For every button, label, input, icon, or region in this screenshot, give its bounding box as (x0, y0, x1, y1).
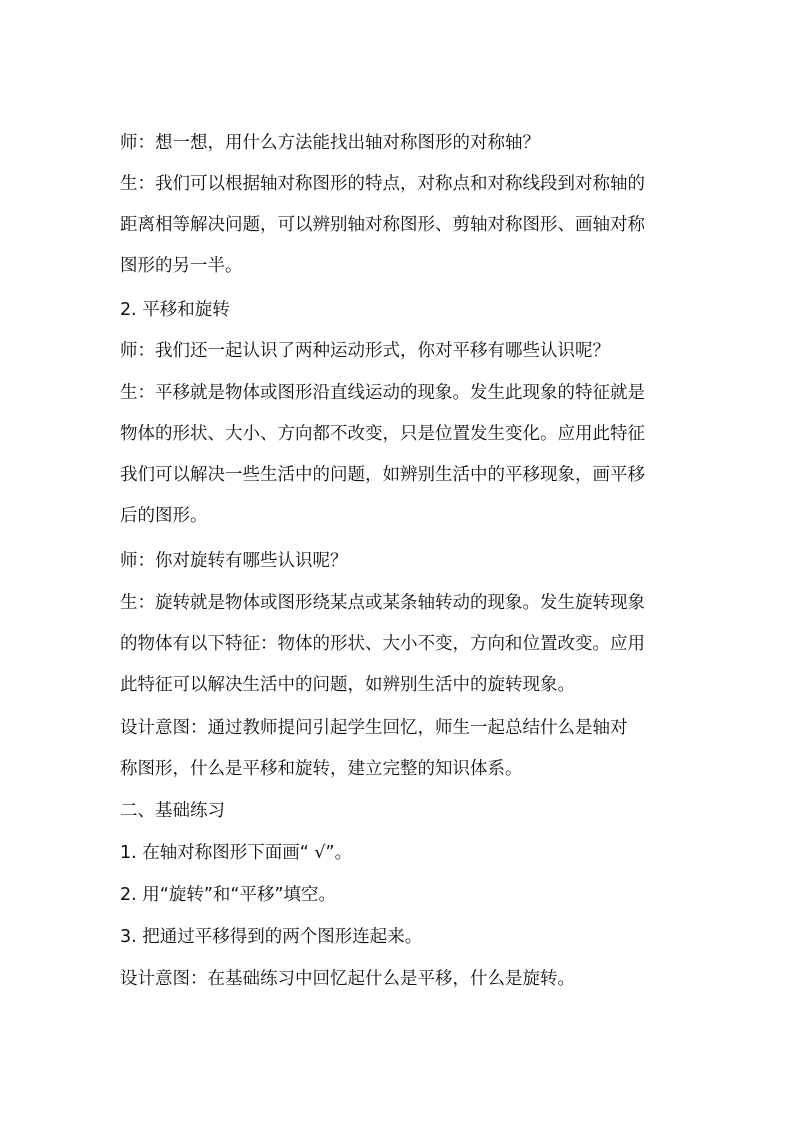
paragraph-design-intent-1 (120, 708, 680, 790)
text-line: 2. 平移和旋转 (120, 300, 230, 320)
text-line: 生：我们可以根据轴对称图形的特点，对称点和对称线段到对称轴的 (120, 174, 645, 194)
text-line: 3. 把通过平移得到的两个图形连起来。 (120, 927, 423, 947)
text-line: 1. 在轴对称图形下面画“ √”。 (120, 843, 353, 863)
text-line: 设计意图：通过教师提问引起学生回忆，师生一起总结什么是轴对 (120, 718, 628, 738)
practice-item-1 (120, 833, 680, 874)
paragraph-teacher-question-translation (120, 331, 680, 372)
section-heading-translation-rotation (120, 290, 680, 331)
text-line: 的物体有以下特征：物体的形状、大小不变，方向和位置改变。应用 (120, 634, 645, 654)
paragraph-design-intent-2 (120, 959, 680, 1000)
text-line: 生：旋转就是物体或图形绕某点或某条轴转动的现象。发生旋转现象 (120, 593, 645, 613)
section-heading-basic-practice (120, 791, 680, 832)
text-line: 物体的形状、大小、方向都不改变，只是位置发生变化。应用此特征 (120, 424, 645, 444)
text-line: 师：我们还一起认识了两种运动形式，你对平移有哪些认识呢？ (120, 341, 610, 361)
text-line: 此特征可以解决生活中的问题，如辨别生活中的旋转现象。 (120, 675, 575, 695)
text-line: 我们可以解决一些生活中的问题，如辨别生活中的平移现象，画平移 (120, 465, 645, 485)
text-line: 后的图形。 (120, 506, 208, 526)
paragraph-teacher-question-rotation (120, 541, 680, 582)
paragraph-student-answer-rotation (120, 583, 680, 706)
text-line: 称图形，什么是平移和旋转，建立完整的知识体系。 (120, 759, 523, 779)
text-line: 生：平移就是物体或图形沿直线运动的现象。发生此现象的特征就是 (120, 383, 645, 403)
practice-item-3 (120, 917, 680, 958)
text-line: 2. 用“旋转”和“平移”填空。 (120, 885, 337, 905)
paragraph-student-answer-axis (120, 164, 680, 287)
text-line: 师：想一想，用什么方法能找出轴对称图形的对称轴？ (120, 133, 540, 153)
text-line: 设计意图：在基础练习中回忆起什么是平移，什么是旋转。 (120, 969, 575, 989)
text-line: 师：你对旋转有哪些认识呢？ (120, 551, 348, 571)
text-line: 距离相等解决问题，可以辨别轴对称图形、剪轴对称图形、画轴对称 (120, 215, 645, 235)
practice-item-2 (120, 875, 680, 916)
text-line: 图形的另一半。 (120, 256, 243, 276)
paragraph-student-answer-translation (120, 373, 680, 537)
paragraph-teacher-question-axis (120, 123, 680, 164)
text-line: 二、基础练习 (120, 801, 225, 821)
